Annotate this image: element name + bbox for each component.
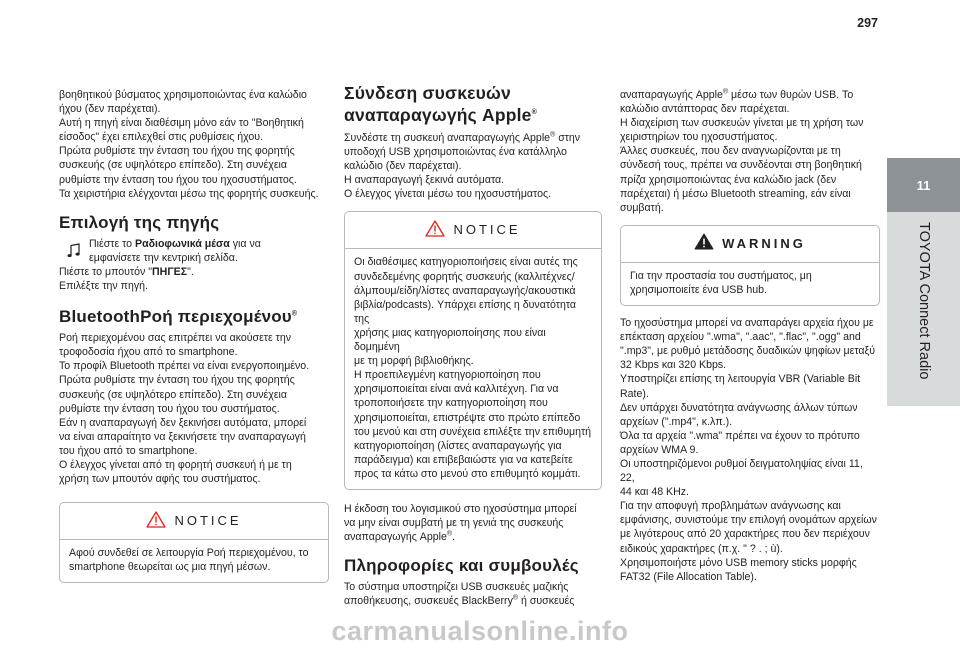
format-line: αρχείων WMA 9. — [620, 443, 699, 456]
notice-label: NOTICE — [174, 513, 242, 529]
notice-line: συνδεδεμένης φορητής συσκευής (καλλιτέχνες/ — [354, 270, 575, 283]
notice-line: smartphone θεωρείται ως μια πηγή μέσων. — [69, 561, 271, 574]
column-2 — [344, 83, 602, 608]
warning-header — [621, 226, 879, 263]
format-line: Χρησιμοποιήστε μόνο USB memory sticks μορφής — [620, 556, 857, 569]
usb-line: παρέχεται) ή μέσω Bluetooth streaming, εάν είναι — [620, 187, 851, 200]
notice-header — [345, 212, 601, 249]
intro-line: βοηθητικού βύσματος χρησιμοποιώντας ένα καλώδιο — [59, 89, 307, 101]
bt-line: Το προφίλ Bluetooth πρέπει να είναι ενεργοποιημένο. — [59, 360, 310, 373]
apple-intro-line: υποδοχή USB χρησιμοποιώντας ένα κατάλληλο — [344, 146, 567, 159]
notice-line: άλμπουμ/είδη/λίστες αναπαραγωγής/ακουστικά — [354, 284, 576, 297]
source-heading: Επιλογή της πηγής — [59, 212, 220, 232]
bluetooth-heading: BluetoothΡοή περιεχομένου® — [59, 307, 298, 327]
format-line: 32 Kbps και 320 Kbps. — [620, 359, 727, 372]
format-line: 44 και 48 KHz. — [620, 486, 689, 499]
apple-intro-line: Ο έλεγχος γίνεται μέσω του ηχοσυστήματος. — [344, 188, 552, 201]
notice-box — [59, 502, 329, 583]
warning-triangle-icon — [146, 511, 166, 532]
format-line: αρχείων (".mp4", κ.λπ.). — [620, 415, 733, 428]
notice-line: παράδειγμα) και επιβεβαιώστε για να κατεβείτε — [354, 453, 573, 466]
apple-intro-line: Συνδέστε τη συσκευή αναπαραγωγής Apple® στην — [344, 131, 581, 144]
notice-box — [344, 211, 602, 490]
source-line: Πιέστε το Ραδιοφωνικά μέσα για να — [89, 237, 261, 250]
format-line: Υποστηρίζει επίσης τη λειτουργία VBR (Variable Bit — [620, 373, 861, 386]
bt-line: τροφοδοσία ήχου από το smartphone. — [59, 346, 238, 359]
compat-line: αναπαραγωγής Apple®. — [344, 530, 456, 544]
warning-icon — [694, 233, 714, 254]
notice-line: Αφού συνδεθεί σε λειτουργία Ροή περιεχομένου, το — [69, 547, 309, 560]
source-instructions — [59, 237, 329, 265]
format-line: Οι υποστηριζόμενοι ρυθμοί δειγματοληψίας είναι 11, 22, — [620, 457, 863, 485]
page-number: 297 — [857, 16, 878, 30]
usb-line: συμβατή. — [620, 201, 664, 214]
apple-intro-line: Η αναπαραγωγή ξεκινά αυτόματα. — [344, 174, 505, 187]
warning-line: χρησιμοποιείτε ένα USB hub. — [630, 283, 767, 296]
info-line: αποθήκευσης, συσκευές BlackBerry® ή συσκευές — [344, 594, 575, 608]
source-line: Επιλέξτε την πηγή. — [59, 280, 148, 293]
intro-line: ήχου (δεν παρέχεται). — [59, 103, 161, 116]
compat-line: Η έκδοση του λογισμικού στο ηχοσύστημα μπορεί — [344, 502, 577, 515]
watermark: carmanualsonline.info — [331, 616, 629, 646]
column-1 — [59, 88, 329, 583]
notice-line: τροποποιήσετε την κατηγοριοποίηση που — [354, 397, 548, 410]
format-line: Το ηχοσύστημα μπορεί να αναπαράγει αρχεία ήχου με — [620, 317, 874, 330]
compat-line: να μην είναι συμβατή με τη γενιά της συσκευής — [344, 517, 564, 530]
format-line: εμφάνισης, συνιστούμε την επιλογή ονομάτων αρχείων — [620, 514, 877, 527]
bt-line: Εάν η αναπαραγωγή δεν ξεκινήσει αυτόματα, μπορεί — [59, 416, 307, 429]
notice-label: NOTICE — [453, 222, 521, 238]
notice-line: χρήσης μιας κατηγοριοποίησης που είναι δομημένη — [354, 326, 546, 354]
apple-heading: Σύνδεση συσκευών αναπαραγωγής Apple® — [344, 83, 537, 125]
format-line: FAT32 (File Allocation Table). — [620, 570, 757, 583]
warning-line: Για την προστασία του συστήματος, μη — [630, 269, 812, 282]
notice-line: του μενού και στη συνέχεια επιλέξτε την επιθυμητή — [354, 425, 592, 438]
format-line: Για την αποφυγή προβλημάτων ανάγνωσης και — [620, 500, 841, 513]
format-line: Δεν υπάρχει δυνατότητα ανάγνωσης άλλων τύπων — [620, 401, 858, 414]
usb-line: σύνδεσή τους, πρέπει να συνδέονται στη βοηθητική — [620, 159, 862, 172]
notice-line: κατηγοριοποίηση (λίστες αναπαραγωγής για — [354, 439, 562, 452]
notice-line: προς τα κάτω στο μενού στο επιθυμητό κομμάτι. — [354, 467, 581, 480]
format-line: Όλα τα αρχεία ".wma" πρέπει να έχουν το πρότυπο — [620, 429, 860, 442]
bt-line: Ροή περιεχομένου σας επιτρέπει να ακούσετε την — [59, 332, 292, 345]
usb-line: χειριστηρίων του ηχοσυστήματος. — [620, 131, 778, 144]
chapter-title: TOYOTA Connect Radio — [916, 222, 932, 380]
notice-line: Η προεπιλεγμένη κατηγοριοποίηση που — [354, 369, 541, 382]
intro-line: Πρώτα ρυθμίστε την ένταση του ήχου της φορητής — [59, 145, 295, 158]
bt-line: του ήχου από το smartphone. — [59, 444, 198, 457]
notice-line: χρησιμοποιείται, επιστρέψτε στο πρώτο επίπεδο — [354, 411, 581, 424]
format-line: ειδικούς χαρακτήρες (π.χ. " ? . ; ù). — [620, 542, 783, 555]
intro-line: συσκευής (σε υψηλότερο επίπεδο). Στη συνέχεια — [59, 159, 288, 172]
intro-line: Αυτή η πηγή είναι διαθέσιμη μόνο εάν το "Βοηθητική — [59, 117, 304, 130]
bt-line: ρυθμίστε την ένταση του ήχου του συστήματος. — [59, 402, 280, 415]
bt-line: Πρώτα ρυθμίστε την ένταση του ήχου της φορητής — [59, 374, 295, 387]
warning-box — [620, 225, 880, 306]
source-line: Πιέστε το μπουτόν "ΠΗΓΕΣ". — [59, 265, 194, 278]
format-line: επέκταση αρχείου ".wma", ".aac", ".flac", ".ogg" and — [620, 331, 861, 344]
chapter-number: 11 — [887, 158, 960, 212]
notice-line: με τη μορφή βιβλιοθήκης. — [354, 355, 474, 368]
apple-intro-line: καλώδιο (δεν παρέχεται). — [344, 160, 462, 173]
format-line: με λιγότερους από 20 χαρακτήρες που δεν περιέχουν — [620, 528, 870, 541]
usb-line: αναπαραγωγής Apple® μέσω των θυρών USB. Το — [620, 88, 854, 101]
music-note-icon — [59, 237, 89, 259]
bt-line: Ο έλεγχος γίνεται από τη φορητή συσκευή ή με τη — [59, 458, 292, 471]
format-line: Rate). — [620, 387, 649, 400]
usb-line: Η διαχείριση των συσκευών γίνεται με τη χρήση των — [620, 117, 864, 130]
notice-header — [60, 503, 328, 540]
usb-line: πρίζα χρησιμοποιώντας ένα καλώδιο jack (δεν — [620, 173, 837, 186]
source-line: εμφανίσετε την κεντρική σελίδα. — [89, 251, 238, 264]
usb-line: καλώδιο αντάπτορας δεν παρέχεται. — [620, 103, 790, 116]
column-3 — [620, 88, 880, 584]
notice-line: Οι διαθέσιμες κατηγοριοποιήσεις είναι αυτές της — [354, 256, 578, 269]
info-line: Το σύστημα υποστηρίζει USB συσκευές μαζικής — [344, 581, 569, 594]
warning-triangle-icon — [425, 220, 445, 241]
warning-label: WARNING — [722, 235, 806, 251]
bt-line: συσκευής (σε υψηλότερο επίπεδο). Στη συνέχεια — [59, 388, 288, 401]
intro-line: είσοδος" έχει επιλεχθεί στις ρυθμίσεις ήχου. — [59, 131, 264, 144]
intro-line: Τα χειριστήρια ελέγχονται μέσω της φορητής συσκευής. — [59, 187, 319, 200]
bt-line: χρήση των μπουτόν αφής του συστήματος. — [59, 473, 261, 486]
usb-line: Άλλες συσκευές, που δεν αναγνωρίζονται με τη — [620, 145, 841, 158]
info-heading: Πληροφορίες και συμβουλές — [344, 556, 579, 576]
intro-line: ρυθμίστε την ένταση του ήχου του ηχοσυστήματος. — [59, 173, 297, 186]
notice-line: χρησιμοποιείται είναι ανά καλλιτέχνη. Για να — [354, 383, 559, 396]
notice-line: βιβλία/podcasts). Υπάρχει επίσης η δυνατότητα της — [354, 298, 577, 325]
format-line: ".mp3", με ρυθμό μετάδοσης δυαδικών ψηφίων μεταξύ — [620, 345, 876, 358]
bt-line: να είναι απαραίτητο να ξεκινήσετε την αναπαραγωγή — [59, 430, 306, 443]
